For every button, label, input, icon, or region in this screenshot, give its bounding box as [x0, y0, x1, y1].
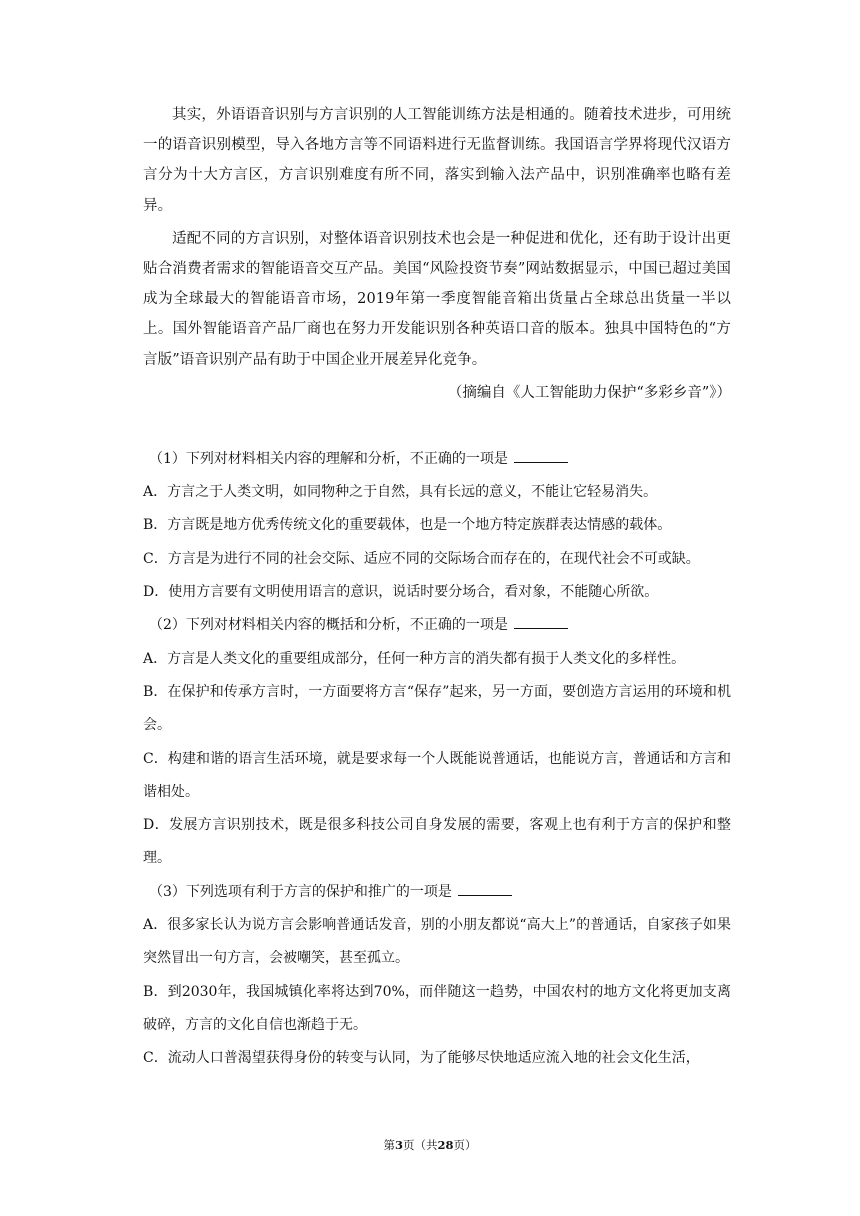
answer-blank	[458, 883, 512, 896]
question-2	[143, 609, 731, 875]
answer-option: C．流动人口普渴望获得身份的转变与认同，为了能够尽快地适应流入地的社会文化生活，	[143, 1050, 700, 1067]
footer-middle: 页（共	[403, 1138, 438, 1152]
answer-option: D．使用方言要有文明使用语言的意识，说话时要分场合，看对象，不能随心所欲。	[143, 584, 659, 601]
question-list	[143, 443, 731, 1076]
question-1	[143, 443, 731, 609]
answer-option: B．方言既是地方优秀传统文化的重要载体，也是一个地方特定族群表达情感的载体。	[143, 517, 672, 534]
answer-option: C．方言是为进行不同的社会交际、适应不同的交际场合而存在的，在现代社会不可或缺。	[143, 550, 700, 567]
question-stem: （2）下列对材料相关内容的概括和分析，不正确的一项是	[143, 609, 731, 642]
page-footer	[0, 1137, 860, 1153]
passage-paragraph: 适配不同的方言识别，对整体语音识别技术也会是一种促进和优化，还有助于设计出更贴合消费者需求的智能语音交互产品。美国“风险投资节奏”网站数据显示，中国已超过美国成为全球最大的智能语音市场，2019年第一季度智能音箱出货量占全球总出货量一半以上。国外智能语音产品厂商也在努力开发能识别各种英语口音的版本。独具中国特色的“方言版”语音识别产品有助于中国企业开展差异化竞争。	[143, 230, 731, 368]
answer-blank	[514, 616, 568, 629]
total-page-count: 28	[437, 1138, 454, 1152]
question-stem: （1）下列对材料相关内容的理解和分析，不正确的一项是	[143, 443, 731, 476]
answer-blank	[514, 450, 568, 463]
footer-suffix: 页）	[453, 1138, 477, 1152]
question-3	[143, 876, 731, 1076]
answer-option: A．很多家长认为说方言会影响普通话发音，别的小朋友都说“高大上”的普通话，自家孩子如果突然冒出一句方言，会被嘲笑，甚至孤立。	[143, 916, 731, 967]
footer-prefix: 第	[383, 1138, 395, 1152]
reading-passage	[143, 100, 731, 407]
answer-option: B．到2030年，我国城镇化率将达到70%，而伴随这一趋势，中国农村的地方文化将更加支离破碎，方言的文化自信也渐趋于无。	[143, 983, 731, 1033]
answer-option: A．方言是人类文化的重要组成部分，任何一种方言的消失都有损于人类文化的多样性。	[143, 650, 686, 667]
current-page-number: 3	[394, 1138, 403, 1152]
question-stem: （3）下列选项有利于方言的保护和推广的一项是	[143, 876, 731, 909]
answer-option: D．发展方言识别技术，既是很多科技公司自身发展的需要，客观上也有利于方言的保护和整理。	[143, 817, 731, 867]
passage-source: （摘编自《人工智能助力保护“多彩乡音”》）	[447, 384, 731, 401]
document-page	[143, 100, 731, 1075]
answer-option: C．构建和谐的语言生活环境，就是要求每一个人既能说普通话，也能说方言，普通话和方言和谐相处。	[143, 750, 731, 800]
answer-option: A．方言之于人类文明，如同物种之于自然，具有长远的意义，不能让它轻易消失。	[143, 484, 658, 501]
passage-paragraph: 其实，外语语音识别与方言识别的人工智能训练方法是相通的。随着技术进步，可用统一的语音识别模型，导入各地方言等不同语料进行无监督训练。我国语言学界将现代汉语方言分为十大方言区，方言识别难度有所不同，落实到输入法产品中，识别准确率也略有差异。	[143, 107, 731, 214]
answer-option: B．在保护和传承方言时，一方面要将方言“保存”起来，另一方面，要创造方言运用的环境和机会。	[143, 683, 731, 734]
